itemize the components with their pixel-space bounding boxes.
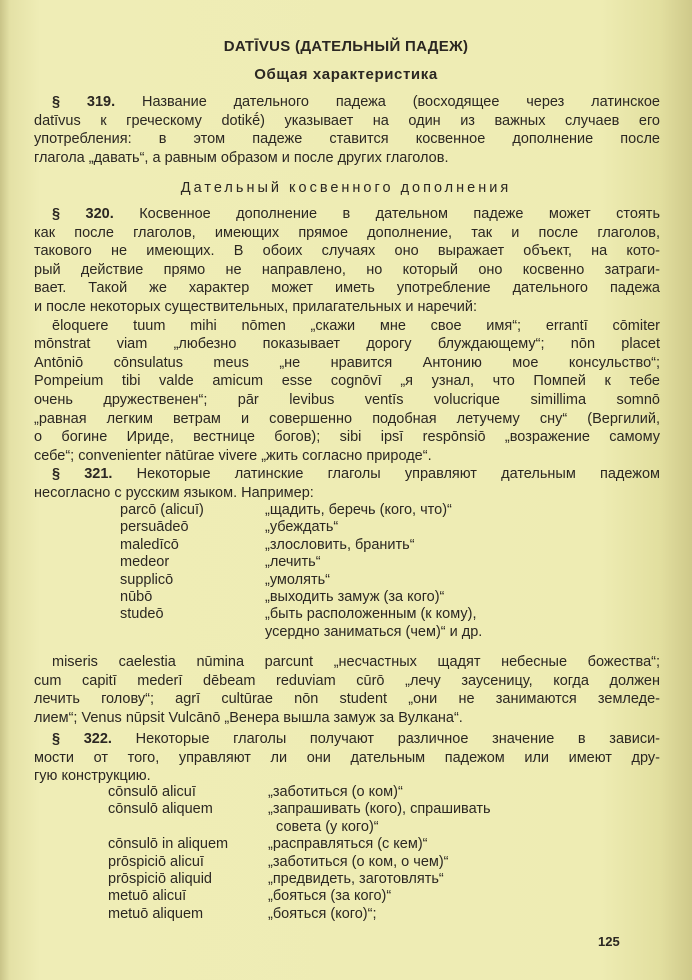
russian-meaning: усердно заниматься (чем)“ и др. — [265, 623, 483, 640]
text-line — [34, 767, 660, 786]
russian-meaning: совета (у кого)“ — [268, 818, 379, 835]
section-number: § 321. — [52, 466, 113, 482]
latin-verb: persuādeō — [120, 519, 189, 536]
line-text: вает. Такой же характер может иметь употребление дательного падежа — [34, 280, 660, 297]
chapter-title: DATĪVUS (ДАТЕЛЬНЫЙ ПАДЕЖ) — [223, 38, 469, 55]
line-text: Pompeium tibi valde amicum esse cognōvī „я узнал, что Помпей к тебе — [34, 373, 660, 390]
latin-verb: metuō alicuī — [108, 888, 187, 905]
text-line — [34, 709, 660, 728]
text-line — [34, 730, 660, 749]
latin-verb — [120, 624, 265, 641]
text-line — [34, 465, 660, 484]
text-line — [34, 317, 660, 336]
line-text: лием“; Venus nūpsit Vulcānō „Венера вышла замуж за Вулкана“. — [34, 709, 463, 726]
russian-meaning: „предвидеть, заготовлять“ — [268, 870, 444, 887]
table-row — [120, 572, 482, 589]
text-line — [34, 279, 660, 298]
russian-meaning: „бояться (за кого)“ — [268, 888, 392, 905]
latin-verb: studeō — [120, 606, 164, 623]
line-text: Название дательного падежа (восходящее через латинское — [141, 94, 660, 110]
table-row — [108, 784, 491, 801]
line-text: mōnstrat viam „любезно показывает дорогу блуждающему“; nōn placet — [34, 336, 660, 353]
section-number: § 319. — [52, 94, 116, 110]
table-row — [108, 819, 491, 836]
line-text: miseris caelestia nūmina parcunt „несчастных щадят небесные божества“; — [52, 654, 660, 670]
latin-verb: maledīcō — [120, 536, 179, 553]
table-row — [108, 871, 491, 888]
line-text: несогласно с русским языком. Например: — [34, 484, 314, 501]
line-text: глагола „давать“, а равным образом и после других глаголов. — [34, 149, 449, 166]
line-text: Antōniō cōnsulatus meus „не нравится Антонию мое консульство“; — [34, 354, 660, 371]
table-row — [108, 801, 491, 818]
russian-meaning: „быть расположенным (к кому), — [265, 606, 477, 623]
text-line — [34, 391, 660, 410]
table-row — [120, 624, 482, 641]
latin-verb: prōspiciō alicuī — [108, 853, 204, 870]
russian-meaning: „запрашивать (кого), спрашивать — [268, 801, 491, 818]
text-line — [34, 410, 660, 429]
line-text: Косвенное дополнение в дательном падеже может стоять — [139, 206, 660, 222]
text-line — [34, 447, 660, 466]
russian-meaning: „выходить замуж (за кого)“ — [265, 588, 445, 605]
latin-verb: metuō aliquem — [108, 905, 204, 922]
table-row — [120, 554, 482, 571]
table-row — [120, 606, 482, 623]
table-row — [108, 854, 491, 871]
line-text: мости от того, управляют ли они дательным падежом или имеют дру- — [34, 749, 660, 766]
line-text: Некоторые глаголы получают различное значение в зависи- — [135, 731, 660, 747]
line-text: употребления: в этом падеже ставится косвенное дополнение после — [34, 131, 660, 148]
line-text: cum capitī mederī dēbeam reduviam cūrō „лечу заусеницу, когда должен — [34, 672, 660, 689]
verb-table-2 — [108, 784, 491, 923]
line-text: о богине Ириде, вестнице богов); sibi ipsī respōnsiō „возражение самому — [34, 429, 660, 446]
table-row — [108, 906, 491, 923]
line-text: такового не имеющих. В обоих случаях оно выражает объект, на кото- — [34, 243, 660, 260]
russian-meaning: „заботиться (о ком, о чем)“ — [268, 853, 449, 870]
verb-table-1 — [120, 502, 482, 641]
russian-meaning: „лечить“ — [265, 554, 321, 571]
paragraph-321 — [34, 465, 660, 502]
text-line — [34, 335, 660, 354]
russian-meaning: „щадить, беречь (кого, что)“ — [265, 502, 452, 518]
table-row — [120, 589, 482, 606]
text-line — [34, 672, 660, 691]
russian-meaning: „расправляться (с кем)“ — [268, 836, 428, 853]
text-line — [34, 205, 660, 224]
latin-verb: medeor — [120, 554, 170, 571]
examples-320 — [34, 317, 660, 466]
text-line — [34, 354, 660, 373]
text-line — [34, 112, 660, 131]
table-row — [120, 519, 482, 536]
text-line — [34, 224, 660, 243]
latin-verb: prōspiciō aliquid — [108, 870, 212, 887]
page-number: 125 — [598, 934, 620, 949]
line-text: и после некоторых существительных, прилагательных и наречий: — [34, 298, 477, 315]
text-line — [34, 93, 660, 112]
latin-verb: cōnsulō aliquem — [108, 801, 213, 818]
line-text: лечить голову“; agrī cultūrae nōn student „они не занимаются земледе- — [34, 691, 660, 708]
latin-verb: nūbō — [120, 588, 153, 605]
paragraph-320 — [34, 205, 660, 317]
examples-321 — [34, 653, 660, 727]
section-number: § 322. — [52, 731, 112, 747]
russian-meaning: „бояться (кого)“; — [268, 905, 377, 922]
line-text: Некоторые латинские глаголы управляют дательным падежом — [136, 466, 660, 482]
line-text: datīvus к греческому dotikḗ) указывает на один из важных случаев его — [34, 112, 660, 129]
text-line — [34, 749, 660, 768]
latin-verb: supplicō — [120, 571, 174, 588]
line-text: гую конструкцию. — [34, 768, 151, 785]
russian-meaning: „умолять“ — [265, 571, 330, 588]
russian-meaning: „злословить, бранить“ — [265, 536, 415, 553]
line-text: как после глаголов, имеющих прямое дополнение, так и после глаголов, — [34, 224, 660, 241]
line-text: ēloquere tuum mihi nōmen „скажи мне свое имя“; errantī cōmiter — [52, 317, 660, 334]
table-row — [120, 537, 482, 554]
section-number: § 320. — [52, 206, 114, 222]
line-text: „равная легким ветрам и совершенно подобная летучему сну“ (Вергилий, — [34, 410, 660, 427]
latin-verb: cōnsulō in aliquem — [108, 836, 229, 853]
text-line — [34, 149, 660, 168]
paragraph-319 — [34, 93, 660, 167]
text-line — [34, 653, 660, 672]
text-line — [34, 242, 660, 261]
text-line — [34, 298, 660, 317]
paragraph-322 — [34, 730, 660, 786]
text-line — [34, 372, 660, 391]
table-row — [120, 502, 482, 519]
russian-meaning: „заботиться (о ком)“ — [268, 784, 403, 800]
latin-verb — [108, 819, 268, 836]
table-row — [108, 836, 491, 853]
line-text: очень дружественен“; pār levibus ventīs volucrique simillima somnō — [34, 391, 660, 408]
table-row — [108, 888, 491, 905]
text-line — [34, 428, 660, 447]
latin-verb: parcō (alicuī) — [120, 502, 204, 518]
russian-meaning: „убеждать“ — [265, 519, 339, 536]
text-line — [34, 690, 660, 709]
section-heading: Дательный косвенного дополнения — [180, 180, 512, 196]
line-text: рый действие прямо не направлено, но который оно косвенно затраги- — [34, 261, 660, 278]
text-line — [34, 261, 660, 280]
latin-verb: cōnsulō alicuī — [108, 784, 196, 800]
chapter-subtitle: Общая характеристика — [254, 66, 438, 83]
text-line — [34, 130, 660, 149]
text-line — [34, 484, 660, 503]
line-text: себе“; convenienter nātūrae vivere „жить согласно природе“. — [34, 447, 432, 464]
